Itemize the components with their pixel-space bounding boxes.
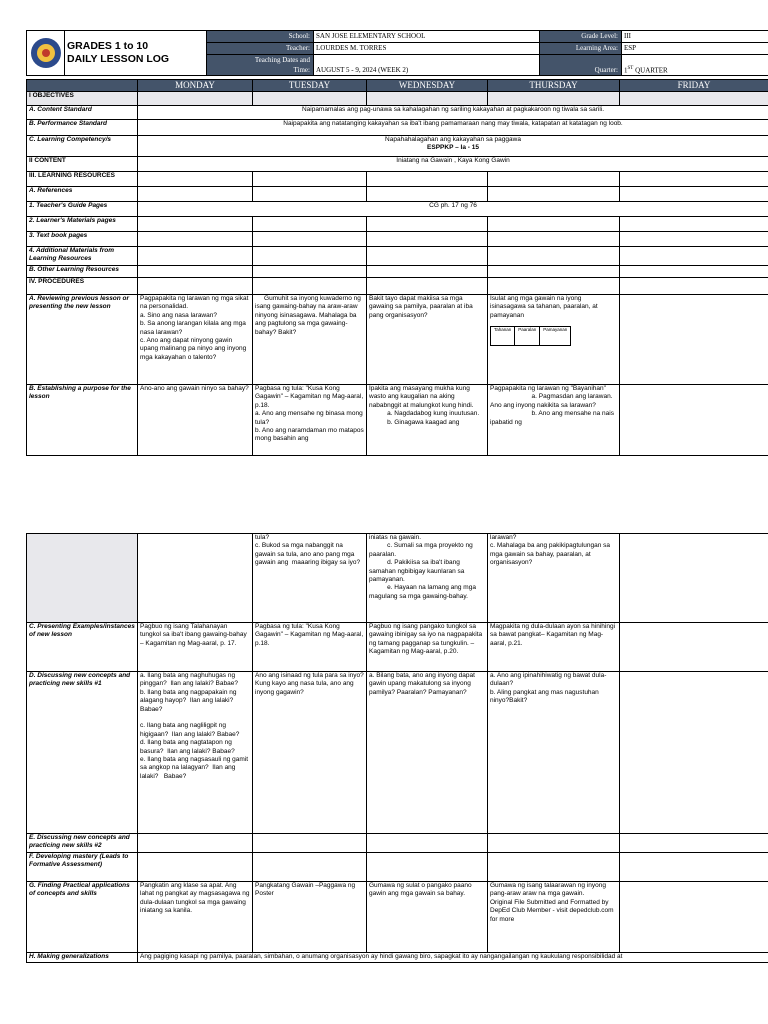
references-label: A. References [27,187,138,202]
competency-row [27,136,768,157]
presenting-wednesday: Pagbuo ng isang pangako tungkol sa gawaing ibinigay sa iyo na nagpapakita ng tamang pagganap sa tungkulin. – Kagamitan ng Mag-aaral, p.20. [367,623,488,672]
grade-label: Grade Level: [540,31,622,43]
reviewing-thursday: Isulat ang mga gawain na iyong isinasagawa sa tahanan, paaralan, at pamayanan Tahanan Paaralan Pamayanan [488,295,620,385]
objectives-row [27,92,768,106]
practical-tuesday: Pangkatang Gawain –Paggawa ng Poster [253,882,367,953]
practical-friday [620,882,768,953]
objectives-label: I OBJECTIVES [27,92,138,106]
discussing1-label: D. Discussing new concepts and practicing new skills #1 [27,672,138,834]
reviewing-label: A. Reviewing previous lesson or presenting the new lesson [27,295,138,385]
day-monday: MONDAY [138,80,253,92]
resources-label: III. LEARNING RESOURCES [27,172,138,187]
learners-materials-row [27,217,768,232]
content-standard-label: A. Content Standard [27,106,138,120]
presenting-label: C. Presenting Examples/instances of new lesson [27,623,138,672]
purpose-cont-friday [620,534,768,623]
discussing1-wednesday: a. Bilang bata, ano ang inyong dapat gawin upang makatulong sa inyong pamilya? Paaralan? Pamayanan? [367,672,488,834]
places-col-school: Paaralan [515,327,540,346]
generalizations-row [27,953,768,963]
procedures-row [27,278,768,295]
purpose-cont-tuesday: tula? c. Bukod sa mga nabanggit na gawain sa tula, ano ano pang mga gawain ang maaaring ibigay sa iyo? [253,534,367,623]
quarter-label: Quarter: [540,55,622,76]
reviewing-monday: Pagpapakita ng larawan ng mga sikat na personalidad. a. Sino ang nasa larawan? b. Sa anong larangan kilala ang mga nasa larawan? c. Ano ang dapat ninyong gawin upang malinang pa ninyo ang inyong mga kakayahan o talento? [138,295,253,385]
reviewing-tuesday: Gumuhit sa inyong kuwaderno ng isang gawaing-bahay na araw-araw ninyong isinasagawa. Mahalaga ba ang pagtulong sa mga gawaing-bahay? Bakit? [253,295,367,385]
content-standard-row [27,106,768,120]
teachers-guide-row [27,202,768,217]
day-header-row [27,80,768,92]
dates-value: AUGUST 5 - 9, 2024 (WEEK 2) [314,55,540,76]
competency-text: Napahahalagahan ang kakayahan sa paggawa ESPPKP – Ia - 15 [138,136,768,157]
day-tuesday: TUESDAY [253,80,367,92]
procedures-label: IV. PROCEDURES [27,278,138,295]
practical-monday: Pangkatin ang klase sa apat. Ang lahat ng pangkat ay magsasagawa ng dula-dulaan tungkol sa mga gawaing iniatang sa kanila. [138,882,253,953]
teachers-guide-label: 1. Teacher's Guide Pages [27,202,138,217]
header-table [26,30,768,76]
presenting-monday: Pagbuo ng isang Talahanayan tungkol sa iba't ibang gawaing-bahay – Kagamitan ng Mag-aaral, p. 17. [138,623,253,672]
reviewing-wednesday: Bakit tayo dapat makiisa sa mga gawaing sa pamilya, paaralan at iba pang organisasyon? [367,295,488,385]
other-resources-row [27,266,768,278]
purpose-cont-thursday: larawan? c. Mahalaga ba ang pakikipagtulungan sa mga gawain sa bahay, paaralan, at organisasyon? [488,534,620,623]
school-value: SAN JOSE ELEMENTARY SCHOOL [314,31,540,43]
practical-wednesday: Gumawa ng sulat o pangako paano gawin ang mga gawain sa bahay. [367,882,488,953]
dates-label: Teaching Dates and Time: [207,55,314,76]
lesson-grid-page1 [26,79,768,456]
reviewing-row [27,295,768,385]
textbook-label: 3. Text book pages [27,232,138,247]
discussing1-thursday: a. Ano ang ipinahihiwatig ng bawat dula-dulaan? b. Aling pangkat ang mas nagustuhan ninyo?Bakit? [488,672,620,834]
discussing1-monday: a. Ilang bata ang naghuhugas ng pinggan? Ilan ang lalaki? Babae? b. Ilang bata ang nagpapakain ng alagang hayop? Ilan ang lalaki? Babae? c. Ilang bata ang nagliligpit ng higigaan? Ilan ang lalaki? Babae? d. Ilang bata ang nagtatapon ng basura? Ilan ang lalaki? Babae? e. Ilang bata ang nagsasauli ng gamit sa angkop na lalagyan? Ilan ang lalaki? Babae? [138,672,253,834]
resources-row [27,172,768,187]
purpose-label: B. Establishing a purpose for the lesson [27,385,138,456]
purpose-cont-monday [138,534,253,623]
presenting-tuesday: Pagbasa ng tula: "Kusa Kong Gagawin" – Kagamitan ng Mag-aaral, p.18. [253,623,367,672]
references-row [27,187,768,202]
places-table [490,326,571,346]
practical-thursday: Gumawa ng isang talaarawan ng inyong pang-araw araw na mga gawain. Original File Submitted and Formatted by DepEd Club Member - visit depedclub.com for more [488,882,620,953]
area-label: Learning Area: [540,43,622,55]
day-wednesday: WEDNESDAY [367,80,488,92]
places-col-community: Pamayanan [540,327,571,346]
places-col-home: Tahanan [491,327,515,346]
performance-standard-text: Naipapakita ang natatanging kakayahan sa iba't ibang pamamaraan nang may tiwala, katapatan at katatagan ng loob. [138,120,768,136]
discussing2-label: E. Discussing new concepts and practicing new skills #2 [27,834,138,853]
purpose-cont-label [27,534,138,623]
teacher-value: LOURDES M. TORRES [314,43,540,55]
purpose-row [27,385,768,456]
deped-logo-icon [31,38,61,68]
deped-seal [27,31,65,76]
other-resources-label: B. Other Learning Resources [27,266,138,278]
learners-materials-label: 2. Learner's Materials pages [27,217,138,232]
competency-label: C. Learning Competency/s [27,136,138,157]
textbook-row [27,232,768,247]
additional-materials-row [27,247,768,266]
presenting-thursday: Magpakita ng dula-dulaan ayon sa hinihingi sa bawat pangkat– Kagamitan ng Mag-aaral, p.21. [488,623,620,672]
content-row [27,157,768,172]
performance-standard-label: B. Performance Standard [27,120,138,136]
purpose-wednesday: Ipakita ang masayang mukha kung wasto ang kaugalian na aking nababnggit at malungkot kung hindi. a. Nagdadabog kung inuutusan. b. Ginagawa kaagad ang [367,385,488,456]
additional-materials-label: 4. Additional Materials from Learning Resources [27,247,138,266]
school-label: School: [207,31,314,43]
practical-row [27,882,768,953]
purpose-thursday: Pagpapakita ng larawan ng "Bayanihan" a. Pagmasdan ang larawan. Ano ang inyong nakikita sa larawan? b. Ano ang mensahe na nais ipabatid ng [488,385,620,456]
lesson-grid-page2 [26,533,768,963]
mastery-label: F. Developing mastery (Leads to Formative Assessment) [27,853,138,882]
purpose-tuesday: Pagbasa ng tula: "Kusa Kong Gagawin" – Kagamitan ng Mag-aaral, p.18. a. Ano ang mensahe ng binasa mong tula? b. Ano ang naramdaman mo matapos mong basahin ang [253,385,367,456]
content-standard-text: Naipamamalas ang pag-unawa sa kahalagahan ng sariling kakayahan at pagkakaroon ng tiwala sa sarili. [138,106,768,120]
day-friday: FRIDAY [620,80,768,92]
discussing1-row [27,672,768,834]
quarter-value: 1ST QUARTER [622,55,768,76]
presenting-row [27,623,768,672]
area-value: ESP [622,43,768,55]
teachers-guide-text: CG ph. 17 ng 76 [138,202,768,217]
content-text: Iniatang na Gawain , Kaya Kong Gawin [138,157,768,172]
mastery-row [27,853,768,882]
purpose-monday: Ano-ano ang gawain ninyo sa bahay? [138,385,253,456]
day-thursday: THURSDAY [488,80,620,92]
content-label: II CONTENT [27,157,138,172]
purpose-cont-wednesday: iniatas na gawain. c. Sumali sa mga proyekto ng paaralan. d. Pakikiisa sa iba't ibang samahan ngbibigay kaunlaran sa pamayanan. e. Hayaan na lamang ang mga magulang sa mga gawaing-bahay. [367,534,488,623]
discussing1-tuesday: Ano ang isinaad ng tula para sa inyo? Kung kayo ang nasa tula, ano ang inyong gagawin? [253,672,367,834]
generalizations-label: H. Making generalizations [27,953,138,963]
discussing2-row [27,834,768,853]
reviewing-friday [620,295,768,385]
practical-label: G. Finding Practical applications of concepts and skills [27,882,138,953]
teacher-label: Teacher: [207,43,314,55]
grade-value: III [622,31,768,43]
performance-standard-row [27,120,768,136]
generalizations-text: Ang pagiging kasapi ng pamilya, paaralan, simbahan, o anumang organisasyon ay hindi gawang biro, sapagkat ito ay nangangailangan ng kaukulang responsibilidad at [138,953,768,963]
discussing1-friday [620,672,768,834]
presenting-friday [620,623,768,672]
form-title: GRADES 1 to 10 DAILY LESSON LOG [65,31,207,76]
day-header-blank [27,80,138,92]
purpose-cont-row [27,534,768,623]
purpose-friday [620,385,768,456]
